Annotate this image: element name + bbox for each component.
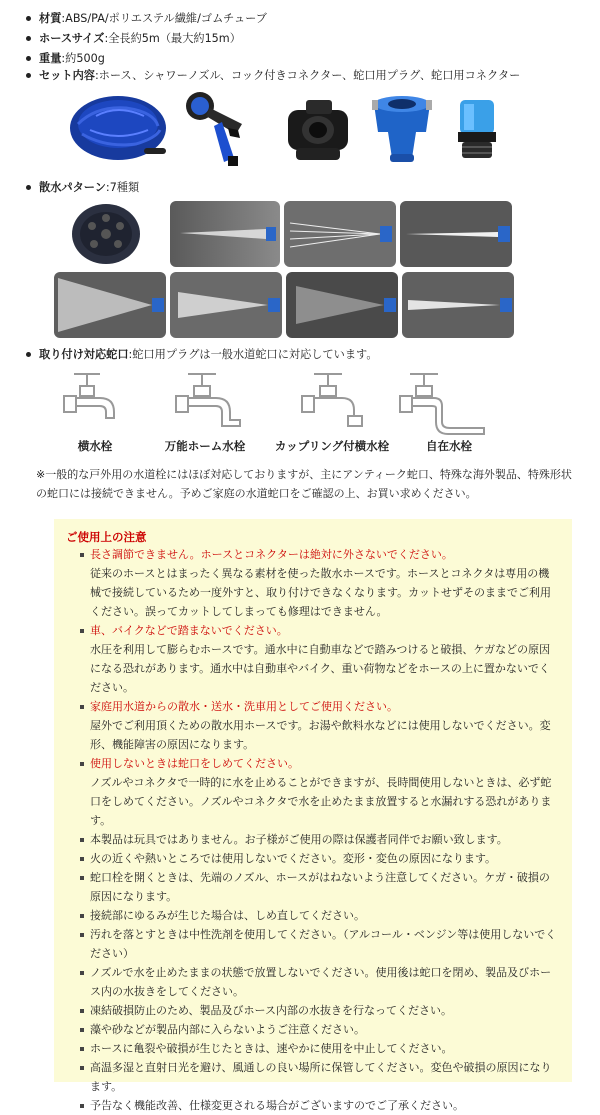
caution-item: 火の近くや熱いところでは使用しないでください。変形・変色の原因になります。 [80, 849, 560, 868]
faucet-plug-photo [366, 92, 438, 168]
caution-list [80, 545, 560, 1115]
nozzle-dial-photo [68, 200, 144, 268]
spray-pattern-image [400, 201, 512, 267]
spec-material: 材質:ABS/PA/ポリエステル繊維/ゴムチューブ [26, 11, 267, 27]
bullet [26, 352, 31, 357]
caution-item: 高温多湿と直射日光を避け、風通しの良い場所に保管してください。変色や破損の原因になります。 [80, 1058, 560, 1096]
faucet-type-label: 万能ホーム水栓 [164, 439, 246, 453]
faucet-universal-icon [170, 366, 246, 432]
faucet-connector-photo [446, 96, 508, 166]
faucet-coupling-icon [296, 366, 372, 432]
compatibility-note: ※一般的な戸外用の水道栓にはほぼ対応しておりますが、主にアンティーク蛇口、特殊な海外製品、特殊形状の蛇口には接続できません。予めご家庭の水道蛇口をご確認の上、お買い求めください。 [36, 468, 572, 500]
caution-item: 本製品は玩具ではありません。お子様がご使用の際は保護者同伴でお願い致します。 [80, 830, 560, 849]
caution-title: ご使用上の注意 [66, 530, 147, 544]
spec-weight: 重量:約500g [26, 51, 105, 67]
caution-item: 家庭用水道からの散水・送水・洗車用としてご使用ください。 屋外でご利用頂くための散水用ホースです。お湯や飲料水などには使用しないでください。変形、機能障害の原因になります。 [80, 697, 560, 754]
shower-nozzle-photo [176, 86, 262, 172]
faucet-compat-line: 取り付け対応蛇口:蛇口用プラグは一般水道蛇口に対応しています。 [26, 347, 378, 363]
caution-item: 汚れを落とすときは中性洗剤を使用してください。（アルコール・ベンジン等は使用しないでください） [80, 925, 560, 963]
faucet-swivel-icon [396, 366, 496, 440]
bullet [26, 16, 31, 21]
bullet [26, 73, 31, 78]
spray-pattern-image [54, 272, 166, 338]
faucet-type-label: 横水栓 [77, 439, 113, 453]
bullet [26, 56, 31, 61]
spec-hose-size: ホースサイズ:全長約5m（最大約15m） [26, 31, 241, 47]
faucet-horizontal-icon [60, 366, 130, 432]
spray-pattern-image [284, 201, 396, 267]
spray-pattern-image [170, 201, 280, 267]
spray-pattern-image [170, 272, 282, 338]
caution-item: 藻や砂などが製品内部に入らないようご注意ください。 [80, 1020, 560, 1039]
caution-item: 長さ調節できません。ホースとコネクターは絶対に外さないでください。 従来のホースとはまったく異なる素材を使った散水ホースです。ホースとコネクタは専用の機械で接続しているため一度外すと、取り付けできなくなります。カットせずそのままでご利用ください。誤ってカットしてしまっても修理はできません。 [80, 545, 560, 621]
spray-pattern-image [286, 272, 398, 338]
cock-connector-photo [282, 96, 354, 166]
caution-item: 車、バイクなどで踏まないでください。 水圧を利用して膨らむホースです。通水中に自動車などで踏みつけると破損、ケガなどの原因になる恐れがあります。通水中は自動車やバイク、重い荷物などをホースの上に置かないでください。 [80, 621, 560, 697]
caution-item: ホースに亀裂や破損が生じたときは、速やかに使用を中止してください。 [80, 1039, 560, 1058]
bullet [26, 185, 31, 190]
spray-pattern-line: 散水パターン:7種類 [26, 180, 139, 196]
caution-item: 蛇口栓を開くときは、先端のノズル、ホースがはねないよう注意してください。ケガ・破損の原因になります。 [80, 868, 560, 906]
caution-box [54, 519, 572, 1112]
caution-item: ノズルで水を止めたままの状態で放置しないでください。使用後は蛇口を閉め、製品及びホース内の水抜きをしてください。 [80, 963, 560, 1001]
caution-item: 使用しないときは蛇口をしめてください。 ノズルやコネクタで一時的に水を止めることができますが、長時間使用しないときは、必ず蛇口をしめてください。ノズルやコネクタで水を止めたまま放置すると水漏れする恐れがあります。 [80, 754, 560, 830]
caution-item: 予告なく機能改善、仕様変更される場合がございますのでご了承ください。 [80, 1096, 560, 1115]
spec-set-contents: セット内容:ホース、シャワーノズル、コック付きコネクター、蛇口用プラグ、蛇口用コネクター [26, 68, 520, 84]
faucet-type-label: 自在水栓 [426, 439, 472, 453]
spray-pattern-image [402, 272, 514, 338]
hose-photo [66, 86, 170, 170]
caution-item: 凍結破損防止のため、製品及びホース内部の水抜きを行なってください。 [80, 1001, 560, 1020]
caution-item: 接続部にゆるみが生じた場合は、しめ直してください。 [80, 906, 560, 925]
faucet-type-label: カップリング付横水栓 [274, 439, 390, 453]
bullet [26, 36, 31, 41]
